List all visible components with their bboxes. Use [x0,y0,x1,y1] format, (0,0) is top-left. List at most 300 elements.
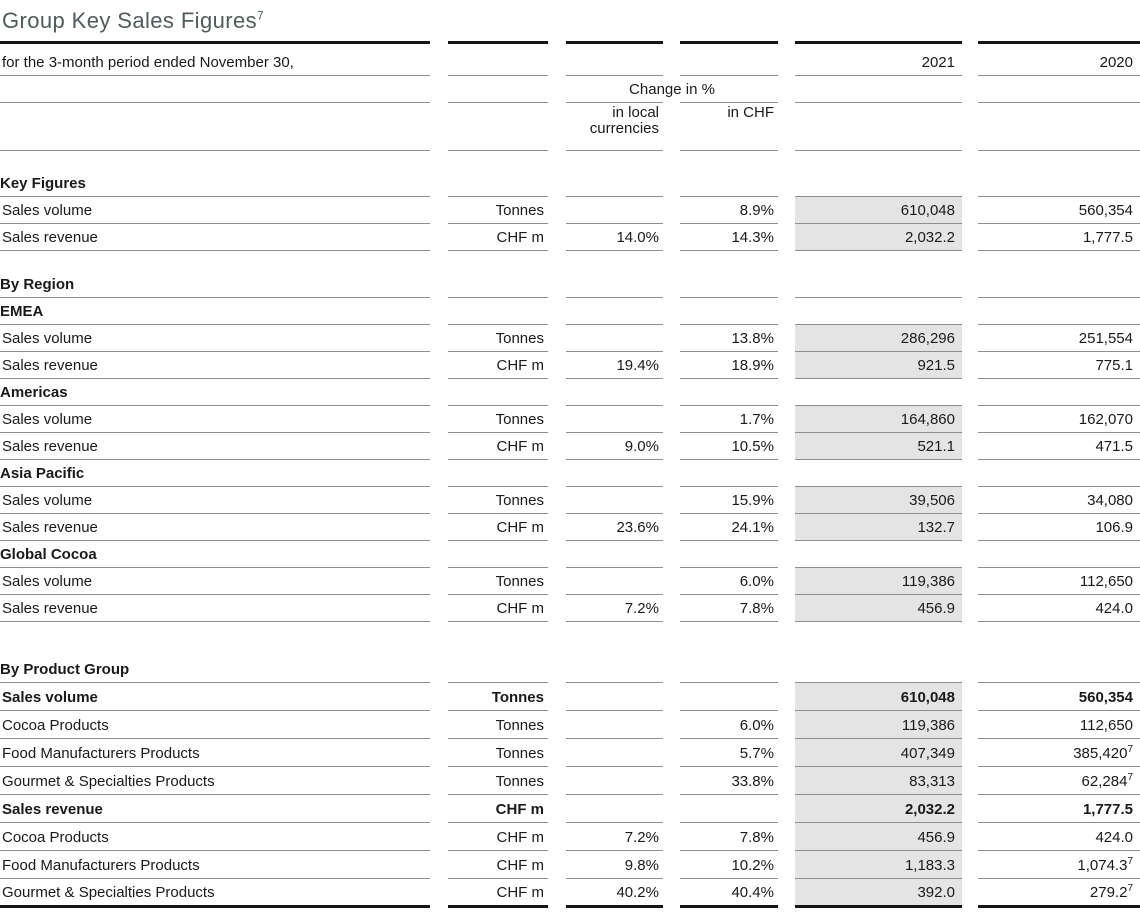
column-gap [962,851,978,879]
column-gap [548,171,566,197]
column-gap [663,795,680,823]
column-gap [430,823,448,851]
value-2021-cell: 610,048 [795,197,962,224]
column-gap [778,823,795,851]
table-row [0,514,1140,541]
change-local-cell [566,379,663,406]
change-chf-cell: 1.7% [680,406,778,433]
unit-cell: CHF m [448,851,548,879]
spacer-cell [0,622,1140,657]
unit-cell [448,171,548,197]
value-2021-cell [795,379,962,406]
value-2020-cell: 34,080 [978,487,1140,514]
page-title-footnote: 7 [256,8,265,23]
column-gap [778,197,795,224]
value-2020-cell: 162,070 [978,406,1140,433]
header-row-change-units [0,103,1140,151]
section-header-row [0,272,1140,298]
column-gap [548,43,566,76]
change-local-cell [566,325,663,352]
change-chf-header: in CHF [680,103,778,151]
row-label: Sales volume [0,197,430,224]
value-2020-cell: 112,650 [978,711,1140,739]
column-gap [663,879,680,907]
column-gap [778,568,795,595]
change-local-cell [566,683,663,711]
column-gap [778,352,795,379]
value-2020-cell: 251,554 [978,325,1140,352]
column-gap [663,352,680,379]
empty-header-cell [795,103,962,151]
column-gap [548,851,566,879]
column-gap [962,272,978,298]
column-gap [778,460,795,487]
column-gap [430,657,448,683]
page-title [0,0,1140,41]
column-gap [962,595,978,622]
table-row [0,595,1140,622]
change-chf-cell: 7.8% [680,595,778,622]
change-chf-cell: 13.8% [680,325,778,352]
change-local-cell [566,406,663,433]
change-local-cell [566,171,663,197]
column-gap [778,879,795,907]
column-gap [548,739,566,767]
column-gap [430,595,448,622]
value-2021-cell: 2,032.2 [795,224,962,251]
change-local-cell: 40.2% [566,879,663,907]
footnote-marker: 7 [1127,882,1133,894]
row-label: Sales revenue [0,795,430,823]
column-gap [778,657,795,683]
empty-header-cell [978,103,1140,151]
change-in-percent-header: Change in % [566,76,778,103]
row-label: Gourmet & Specialties Products [0,767,430,795]
value-2020-cell [978,379,1140,406]
column-gap [430,487,448,514]
value-2021-cell: 610,048 [795,683,962,711]
column-gap [663,433,680,460]
change-local-cell [566,767,663,795]
column-gap [430,795,448,823]
column-gap [548,379,566,406]
spacer-row [0,251,1140,272]
change-chf-cell [680,795,778,823]
column-gap [663,103,680,151]
value-2020-cell: 62,284$^7$ [978,767,1140,795]
table-row [0,433,1140,460]
column-gap [962,460,978,487]
value-2021-cell: 1,183.3 [795,851,962,879]
unit-cell [448,657,548,683]
change-chf-cell: 8.9% [680,197,778,224]
column-gap [430,433,448,460]
change-chf-cell: 7.8% [680,823,778,851]
header-row-years [0,43,1140,76]
column-gap [962,224,978,251]
column-gap [778,595,795,622]
column-gap [548,298,566,325]
change-local-cell [566,657,663,683]
header-row-change-group [0,76,1140,103]
column-gap [962,711,978,739]
table-header [0,43,1140,151]
column-gap [548,823,566,851]
column-gap [962,103,978,151]
column-gap [663,711,680,739]
change-local-cell [566,272,663,298]
value-2021-cell: 921.5 [795,352,962,379]
column-gap [430,711,448,739]
row-label: Sales revenue [0,595,430,622]
column-gap [430,406,448,433]
change-chf-cell [680,298,778,325]
column-gap [778,541,795,568]
column-gap [663,514,680,541]
column-gap [430,103,448,151]
value-2021-cell: 119,386 [795,568,962,595]
period-label: for the 3-month period ended November 30, [0,43,430,76]
column-gap [778,76,795,103]
column-gap [962,541,978,568]
column-gap [778,43,795,76]
spacer-row [0,151,1140,171]
column-gap [548,767,566,795]
column-gap [778,406,795,433]
column-gap [962,487,978,514]
change-local-cell [566,460,663,487]
column-gap [962,767,978,795]
column-gap [663,767,680,795]
row-label: Sales revenue [0,433,430,460]
change-chf-cell [680,657,778,683]
unit-cell: Tonnes [448,711,548,739]
table-row [0,568,1140,595]
change-chf-cell: 10.5% [680,433,778,460]
table-row [0,739,1140,767]
row-label: Cocoa Products [0,823,430,851]
column-gap [548,103,566,151]
column-gap [778,433,795,460]
column-gap [962,325,978,352]
table-row [0,711,1140,739]
value-2020-cell: 560,354 [978,683,1140,711]
year-2020-header: 2020 [978,43,1140,76]
value-2021-cell: 2,032.2 [795,795,962,823]
value-2020-cell [978,657,1140,683]
value-2020-cell: 1,074.3$^7$ [978,851,1140,879]
column-gap [430,298,448,325]
column-gap [962,171,978,197]
column-gap [962,657,978,683]
value-2021-cell [795,460,962,487]
column-gap [778,103,795,151]
row-label: Key Figures [0,171,430,197]
value-2021-cell: 456.9 [795,823,962,851]
column-gap [430,514,448,541]
subsection-header-row [0,379,1140,406]
unit-cell: Tonnes [448,683,548,711]
value-2020-cell: 106.9 [978,514,1140,541]
column-gap [962,795,978,823]
change-chf-cell [680,683,778,711]
table-row [0,224,1140,251]
change-local-cell [566,568,663,595]
column-gap [778,487,795,514]
table-row [0,823,1140,851]
unit-cell [448,272,548,298]
spacer-cell [0,151,1140,171]
column-gap [962,43,978,76]
column-gap [548,197,566,224]
column-gap [548,657,566,683]
empty-header-cell [0,103,430,151]
value-2021-cell: 521.1 [795,433,962,460]
spacer-cell [0,251,1140,272]
column-gap [548,325,566,352]
unit-cell: CHF m [448,224,548,251]
column-gap [548,568,566,595]
row-label: Asia Pacific [0,460,430,487]
column-gap [962,514,978,541]
empty-header-cell [0,76,430,103]
change-local-cell: 14.0% [566,224,663,251]
row-label: Sales volume [0,487,430,514]
row-label: Global Cocoa [0,541,430,568]
row-label: Americas [0,379,430,406]
column-gap [548,224,566,251]
column-gap [430,76,448,103]
column-gap [962,823,978,851]
unit-cell: Tonnes [448,325,548,352]
spacer-row [0,622,1140,657]
column-gap [548,683,566,711]
unit-cell: CHF m [448,514,548,541]
subsection-header-row [0,298,1140,325]
value-2020-cell [978,171,1140,197]
unit-cell: CHF m [448,879,548,907]
table-row [0,795,1140,823]
section-header-row [0,171,1140,197]
change-chf-cell: 6.0% [680,711,778,739]
value-2020-cell: 279.2$^7$ [978,879,1140,907]
change-chf-cell: 10.2% [680,851,778,879]
column-gap [962,406,978,433]
change-chf-cell [680,379,778,406]
column-gap [663,406,680,433]
change-chf-cell: 40.4% [680,879,778,907]
value-2021-cell: 164,860 [795,406,962,433]
column-gap [778,767,795,795]
table-row [0,352,1140,379]
column-gap [778,224,795,251]
unit-cell: CHF m [448,795,548,823]
change-chf-cell: 15.9% [680,487,778,514]
column-gap [548,711,566,739]
column-gap [430,568,448,595]
empty-header-cell [978,76,1140,103]
unit-cell: Tonnes [448,487,548,514]
value-2020-cell: 424.0 [978,595,1140,622]
value-2021-cell: 39,506 [795,487,962,514]
value-2021-cell [795,171,962,197]
column-gap [663,851,680,879]
column-gap [778,272,795,298]
change-local-cell [566,795,663,823]
empty-header-cell [448,103,548,151]
column-gap [548,487,566,514]
column-gap [962,568,978,595]
column-gap [962,352,978,379]
change-local-cell: 9.0% [566,433,663,460]
row-label: By Region [0,272,430,298]
column-gap [430,879,448,907]
column-gap [663,224,680,251]
column-gap [663,568,680,595]
column-gap [663,541,680,568]
unit-cell [448,298,548,325]
change-local-cell [566,487,663,514]
column-gap [548,272,566,298]
column-gap [778,298,795,325]
row-label: By Product Group [0,657,430,683]
empty-header-cell [448,76,548,103]
column-gap [430,197,448,224]
column-gap [778,514,795,541]
column-gap [548,595,566,622]
value-2021-cell [795,272,962,298]
value-2020-cell [978,460,1140,487]
column-gap [663,197,680,224]
footnote-marker: 7 [1127,855,1133,867]
column-gap [778,171,795,197]
column-gap [663,272,680,298]
column-gap [663,595,680,622]
unit-cell: Tonnes [448,767,548,795]
column-gap [548,76,566,103]
change-chf-cell [680,272,778,298]
change-local-cell: 9.8% [566,851,663,879]
column-gap [962,298,978,325]
unit-cell: Tonnes [448,406,548,433]
value-2020-cell: 560,354 [978,197,1140,224]
year-2021-header: 2021 [795,43,962,76]
unit-cell: Tonnes [448,197,548,224]
change-chf-cell [680,171,778,197]
change-local-cell [566,739,663,767]
unit-cell [448,460,548,487]
column-gap [430,767,448,795]
change-local-currencies-header: in local currencies [566,103,663,151]
change-chf-cell: 33.8% [680,767,778,795]
column-gap [778,795,795,823]
row-label: Food Manufacturers Products [0,739,430,767]
unit-cell: Tonnes [448,739,548,767]
column-gap [663,739,680,767]
value-2021-cell: 407,349 [795,739,962,767]
table-row [0,851,1140,879]
column-gap [663,43,680,76]
change-local-cell [566,197,663,224]
column-gap [962,739,978,767]
column-gap [778,325,795,352]
row-label: Cocoa Products [0,711,430,739]
table-row [0,406,1140,433]
table-row [0,767,1140,795]
column-gap [430,325,448,352]
section-header-row [0,657,1140,683]
column-gap [430,460,448,487]
value-2020-cell: 471.5 [978,433,1140,460]
unit-cell: CHF m [448,433,548,460]
page-title-text: Group Key Sales Figures [2,8,257,33]
change-local-cell: 7.2% [566,595,663,622]
column-gap [663,298,680,325]
column-gap [778,379,795,406]
column-gap [430,272,448,298]
value-2020-cell [978,298,1140,325]
column-gap [663,325,680,352]
value-2021-cell: 286,296 [795,325,962,352]
value-2021-cell: 83,313 [795,767,962,795]
column-gap [430,43,448,76]
column-gap [430,851,448,879]
column-gap [548,879,566,907]
change-chf-cell: 6.0% [680,568,778,595]
empty-header-cell [795,76,962,103]
value-2020-cell: 424.0 [978,823,1140,851]
table-row [0,487,1140,514]
unit-cell: CHF m [448,823,548,851]
unit-cell [448,541,548,568]
row-label: Sales revenue [0,224,430,251]
change-chf-cell: 18.9% [680,352,778,379]
column-gap [663,683,680,711]
column-gap [430,541,448,568]
empty-header-cell [680,43,778,76]
unit-cell: Tonnes [448,568,548,595]
change-local-cell [566,711,663,739]
table-row [0,879,1140,907]
column-gap [778,851,795,879]
column-gap [962,197,978,224]
column-gap [548,541,566,568]
table-row [0,197,1140,224]
column-gap [778,739,795,767]
column-gap [548,514,566,541]
value-2021-cell: 392.0 [795,879,962,907]
column-gap [430,379,448,406]
table-body [0,151,1140,907]
column-gap [430,224,448,251]
unit-cell [448,379,548,406]
value-2021-cell [795,541,962,568]
value-2020-cell [978,272,1140,298]
group-key-sales-figures-table [0,41,1140,908]
table-row [0,325,1140,352]
value-2020-cell [978,541,1140,568]
value-2020-cell: 1,777.5 [978,795,1140,823]
unit-cell: CHF m [448,595,548,622]
value-2020-cell: 112,650 [978,568,1140,595]
column-gap [778,683,795,711]
row-label: EMEA [0,298,430,325]
table-row [0,683,1140,711]
column-gap [778,711,795,739]
column-gap [663,171,680,197]
value-2020-cell: 775.1 [978,352,1140,379]
row-label: Sales volume [0,406,430,433]
